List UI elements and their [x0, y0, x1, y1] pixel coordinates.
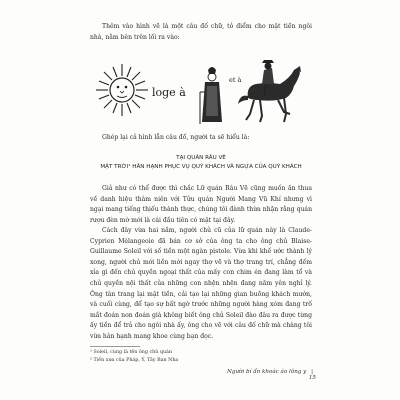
- footer-separator: |: [311, 369, 313, 375]
- horse-rider-icon: [238, 60, 301, 122]
- running-title: Người bí ẩn khoác áo lông y: [226, 369, 307, 375]
- rebus-drawing: [92, 58, 314, 128]
- sun-icon: [96, 64, 148, 116]
- body-paragraph-2: Cách đây vừa hai năm, người chủ cũ của lữ quán này là Claude-Cyprien Mélangeoie đã bán cơ sở của ông ta cho ông chủ Blaise-Guillaume Soleil với số tiền một ngàn pistole. Vừa khi khế ước thành lý xong, người chủ mới liền mời ngay thợ vẽ và thợ trang trí, chẳng đếm xỉa gì đến chủ quyền ngoại thất của mấy con chim én đang làm tổ và chủ quyền nội thất của những con nhện nhện đang năm yên nghỉ lý. Ông tân trang lại mặt tiền, cải tạo lại những gian buồng khách mướn, và cuối cùng, để tạo sự bất ngờ trước những người hàng xóm đang trố mắt đoán non đoán già không biết ông chủ Soleil đào đâu ra được từng ấy tiền để trả cho ngôi nhà ấy, ông cho vẽ với câu đố chữ mà chàng tôi vừa hân hạnh mang khoe cùng bạn đọc.: [90, 227, 312, 340]
- rebus-word-2: et à: [229, 76, 242, 84]
- rebus-illustration: [92, 58, 314, 128]
- sign-text: [90, 154, 312, 172]
- rebus-word-1: loge à: [152, 86, 186, 99]
- footnote-1: ¹ Soleil, cùng là tên ông chủ quán: [90, 350, 172, 355]
- sign-line-2: MẶT TRỜI¹ HÂN HẠNH PHỤC VỤ QUÝ KHÁCH VÀ NGỰA CỦA QUÝ KHÁCH: [100, 164, 302, 170]
- monk-figure-icon: [200, 67, 222, 124]
- body-paragraph-1: Giả như có thể được thì chắc Lữ quán Râu Vẽ cũng muốn ăn thua về danh hiệu thâm niên với Tửu quán Người Mang Vũ Khí nhưng vì ngại mang tiếng thiếu thành thực, chúng tôi đành thừa nhận rằng quán rượu đèn mờ mới là cái đầu tiên có mặt tại đây.: [90, 185, 312, 224]
- intro-paragraph: Thêm vào hình vẽ là một câu đố chữ, tỏ điểm cho mặt tiền ngôi nhà, nằm bên trên lối ra vào:: [90, 23, 312, 41]
- footnote-divider: [90, 346, 140, 347]
- sign-line-1: TẠI QUÁN RÂU VẼ: [176, 155, 226, 161]
- footnotes: [90, 349, 312, 365]
- page-number: 15: [308, 375, 316, 381]
- footnote-2: ² Tiền xưa của Pháp, Ý, Tây Ban Nha: [90, 358, 179, 363]
- rebus-caption: Ghép lại cả hình lẫn câu đố, người ta sẽ hiểu là:: [102, 134, 250, 141]
- page-footer: [220, 369, 316, 381]
